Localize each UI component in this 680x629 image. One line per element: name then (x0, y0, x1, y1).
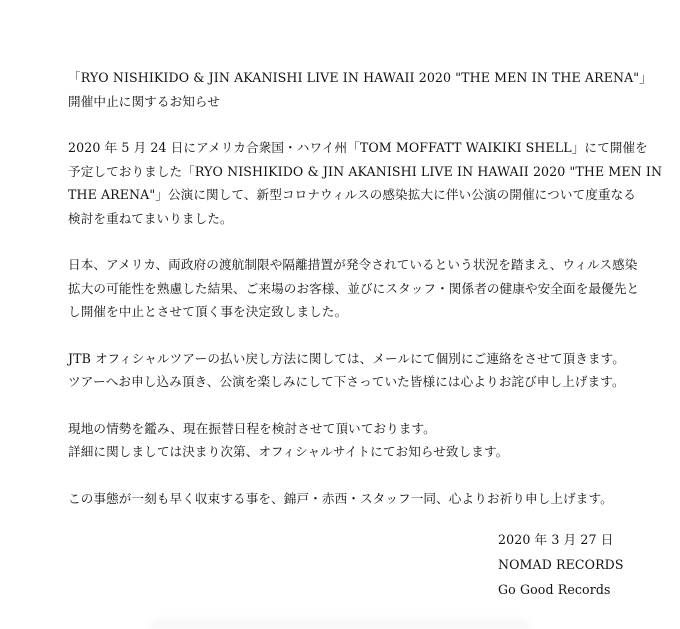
paragraph-refund (68, 347, 628, 394)
notice-body (68, 66, 663, 510)
paragraph-reschedule (68, 417, 628, 464)
paragraph-line: ツアーへお申し込み頂き、公演を楽しみにして下さっていた皆様には心よりお詫び申し上げます。 (68, 374, 625, 389)
signature-org-nomad: NOMAD RECORDS (498, 557, 624, 572)
paragraph-line: 予定しておりました「RYO NISHIKIDO & JIN AKANISHI LIVE IN HAWAII 2020 "THE MEN IN (68, 163, 663, 179)
paragraph-decision (68, 253, 640, 324)
paragraph-line: JTB オフィシャルツアーの払い戻し方法に関しては、メールにて個別にご連絡をさせて頂きます。 (68, 350, 625, 366)
title-line: 「RYO NISHIKIDO & JIN AKANISHI LIVE IN HAWAII 2020 "THE MEN IN THE ARENA"」 (68, 70, 652, 85)
paragraph-line: 拡大の可能性を熟慮した結果、ご来場のお客様、並びにスタッフ・関係者の健康や安全面を最優先と (68, 280, 640, 296)
paragraph-closing (68, 487, 628, 511)
paragraph-line: し開催を中止とさせて頂く事を決定致しました。 (68, 304, 348, 319)
signature-block (498, 527, 668, 602)
paragraph-line: 2020 年 5 月 24 日にアメリカ合衆国・ハワイ州「TOM MOFFATT WAIKIKI SHELL」にて開催を (68, 140, 648, 155)
paragraph-announcement (68, 136, 663, 230)
paragraph-line: この事態が一刻も早く収束する事を、錦戸・赤西・スタッフ一同、心よりお祈り申し上げます。 (68, 490, 613, 506)
paragraph-line: THE ARENA"」公演に関して、新型コロナウィルスの感染拡大に伴い公演の開催について度重なる (68, 187, 636, 202)
signature-date: 2020 年 3 月 27 日 (498, 532, 614, 547)
paragraph-line: 現地の情勢を鑑み、現在振替日程を検討させて頂いております。 (68, 420, 436, 436)
signature-org-gogood: Go Good Records (498, 582, 611, 597)
notice-title (68, 66, 652, 113)
paragraph-line: 検討を重ねてまいりました。 (68, 210, 233, 226)
bottom-shadow (150, 615, 530, 629)
title-line: 開催中止に関するお知らせ (68, 93, 220, 109)
paragraph-line: 詳細に関しましては決まり次第、オフィシャルサイトにてお知らせ致します。 (68, 444, 509, 459)
paragraph-line: 日本、アメリカ、両政府の渡航制限や隔離措置が発令されているという状況を踏まえ、ウィルス感染 (68, 257, 638, 272)
